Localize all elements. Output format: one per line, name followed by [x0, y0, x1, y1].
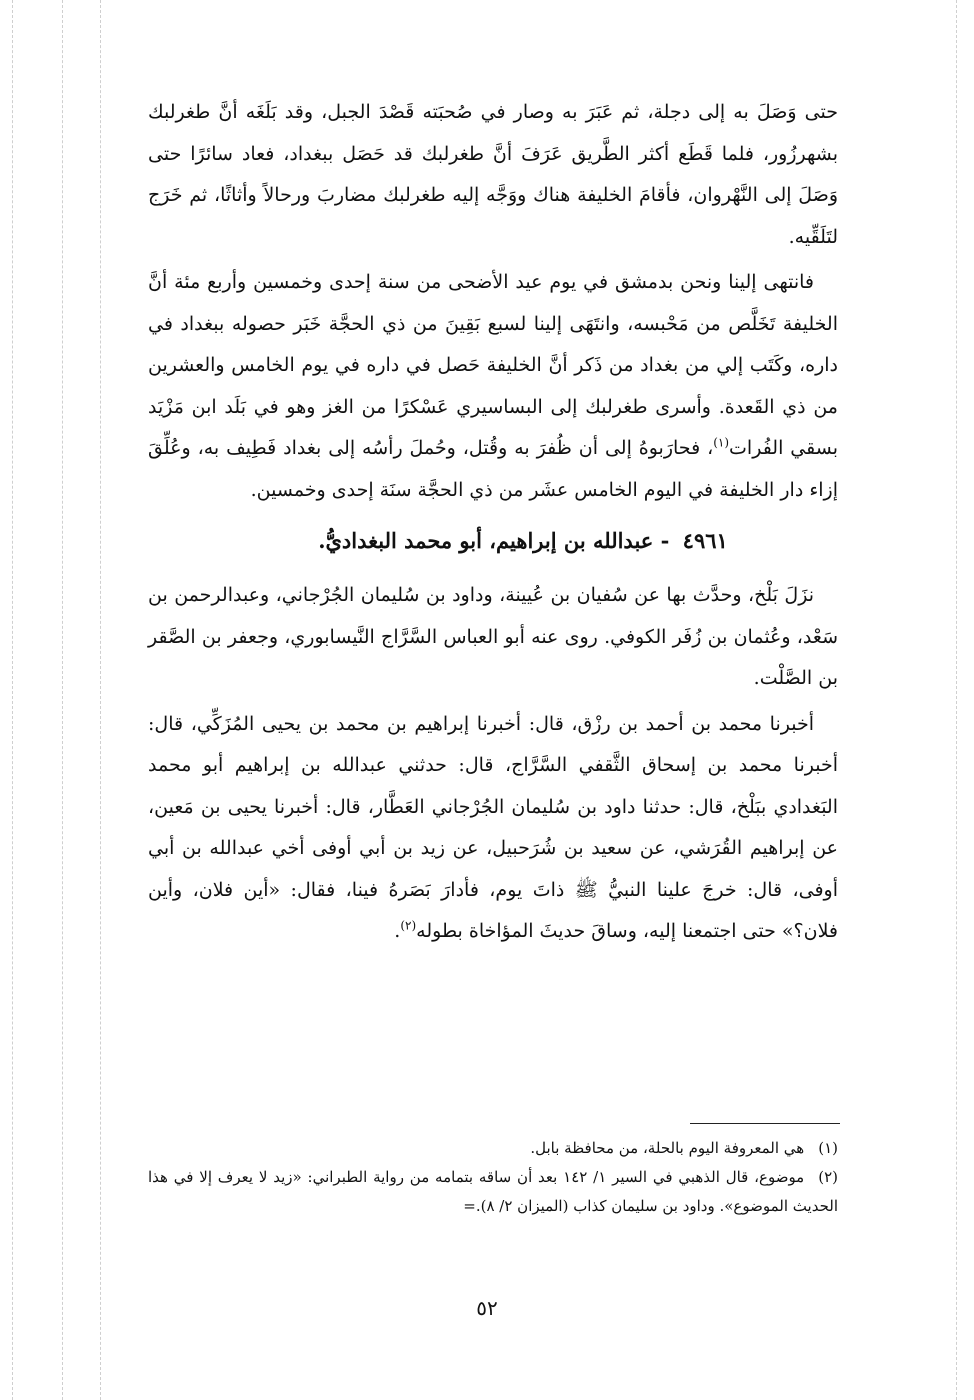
page-number: ٥٢ [476, 1296, 498, 1320]
paragraph-2-body: فانتهى إلينا ونحن بدمشق في يوم عيد الأضحى من سنة إحدى وخمسين وأربع مئة أنَّ الخليفة تَخَلَّص من مَحْبسه، وانتَهَى إلينا لسبع بَقِينَ من ذي الحجَّة خَبَر حصوله ببغداد في داره، وكَتَب إلي من بغداد من ذَكر أنَّ الخليفة حَصل في داره في يوم الخامس والعشرين من ذي القَعدة. وأسرى طغرلبك إلى البساسيري عَسْكرًا من الغز وهو في بَلَد ابن مَزْيَد بسقي الفُرات [148, 271, 838, 459]
paragraph-1: حتى وَصَلَ به إلى دجلة، ثم عَبَرَ به وصار في صُحبَته قَصْدَ الجبل، وقد بَلَغَه أنَّ طغرلبك بشهرزُور، فلما قَطَع أكثر الطَّريق عَرَفَ أنَّ طغرلبك قد حَصَل ببغداد، فعاد سائرًا حتى وَصَلَ إلى النَّهْروان، فأقامَ الخليفة هناك ووَجَّه إليه طغرلبك مضاربَ ورحالاً وأثاثًا، ثم خَرَج لتَلَقِّيه. [148, 101, 838, 248]
footnote-1-number: (١) [818, 1139, 838, 1157]
footnote-1 [148, 1134, 838, 1163]
entry-heading [148, 521, 838, 561]
paragraph-2 [148, 262, 838, 511]
scan-margin-line-left-inner [62, 0, 63, 1400]
footnote-2-text: موضوع، قال الذهبي في السير ١/ ١٤٢ بعد أن ساقه بتمامه من رواية الطبراني: «زيد لا يعرف إلا في هذا الحديث الموضوع». وداود بن سليمان كذاب (الميزان ٢/ ٨).= [148, 1168, 838, 1215]
main-text [148, 92, 838, 953]
entry-title: عبدالله بن إبراهيم، أبو محمد البغداديُّ. [318, 528, 654, 553]
entry-number: ٤٩٦١ [682, 528, 728, 553]
paragraph-4-body: أخبرنا محمد بن أحمد بن رزْق، قال: أخبرنا إبراهيم بن محمد بن يحيى المُزَكِّي، قال: أخبرنا محمد بن إسحاق الثَّقفي السَّرَّاج، قال: حدثني عبدالله بن إبراهيم أبو محمد البَغدادي ببَلْخ، قال: حدثنا داود بن سُليمان الجُرْجاني العَطَّار، قال: أخبرنا يحيى بن مَعين، عن إبراهيم القُرَشي، عن سعيد بن شُرَحبيل، عن زيد بن أبي أوفى أخي عبدالله بن أبي أوفى، قال: خرجَ علينا النبيُّ ﷺ ذاتَ يوم، فأدارَ بَصَرهُ فينا، فقال: «أين فلان، وأين فلان؟» حتى اجتمعنا إليه، وساقَ حديثَ المؤاخاة بطوله [148, 712, 838, 942]
paragraph-2-tail: ، فحارَبوهُ إلى أن ظُفرَ به وقُتل، وحُملَ رأسُه إلى بغداد فَطِيف به، وعُلِّقَ إزاء دار الخليفة في اليوم الخامس عشَر من ذي الحجَّة سنَة إحدى وخمسين. [148, 437, 838, 501]
footnotes [148, 1134, 838, 1221]
footnote-ref-2[interactable]: (٢) [400, 918, 417, 933]
footnote-2-number: (٢) [818, 1168, 839, 1186]
paragraph-4-end: . [394, 920, 401, 942]
scan-margin-line-left-inner-2 [100, 0, 101, 1400]
footnote-separator [690, 1123, 840, 1124]
paragraph-3: نزَلَ بَلْخ، وحدَّث بها عن سُفيان بن عُيينة، وداود بن سُليمان الجُرْجاني، وعبدالرحمن بن سَعْد، وعُثمان بن زُفَر الكوفي. روى عنه أبو العباس السَّرَّاج النَّيسابوري، وجعفر بن الصَّقر بن الصَّلْت. [148, 584, 838, 689]
footnote-ref-1[interactable]: (١) [713, 435, 730, 450]
footnote-1-text: هي المعروفة اليوم بالحلة، من محافظة بابل. [530, 1139, 805, 1157]
entry-dash: - [660, 528, 670, 553]
scan-margin-line-right [956, 0, 957, 1400]
scan-margin-line-left [12, 0, 13, 1400]
paragraph-4 [148, 704, 838, 953]
footnote-2 [148, 1163, 838, 1221]
